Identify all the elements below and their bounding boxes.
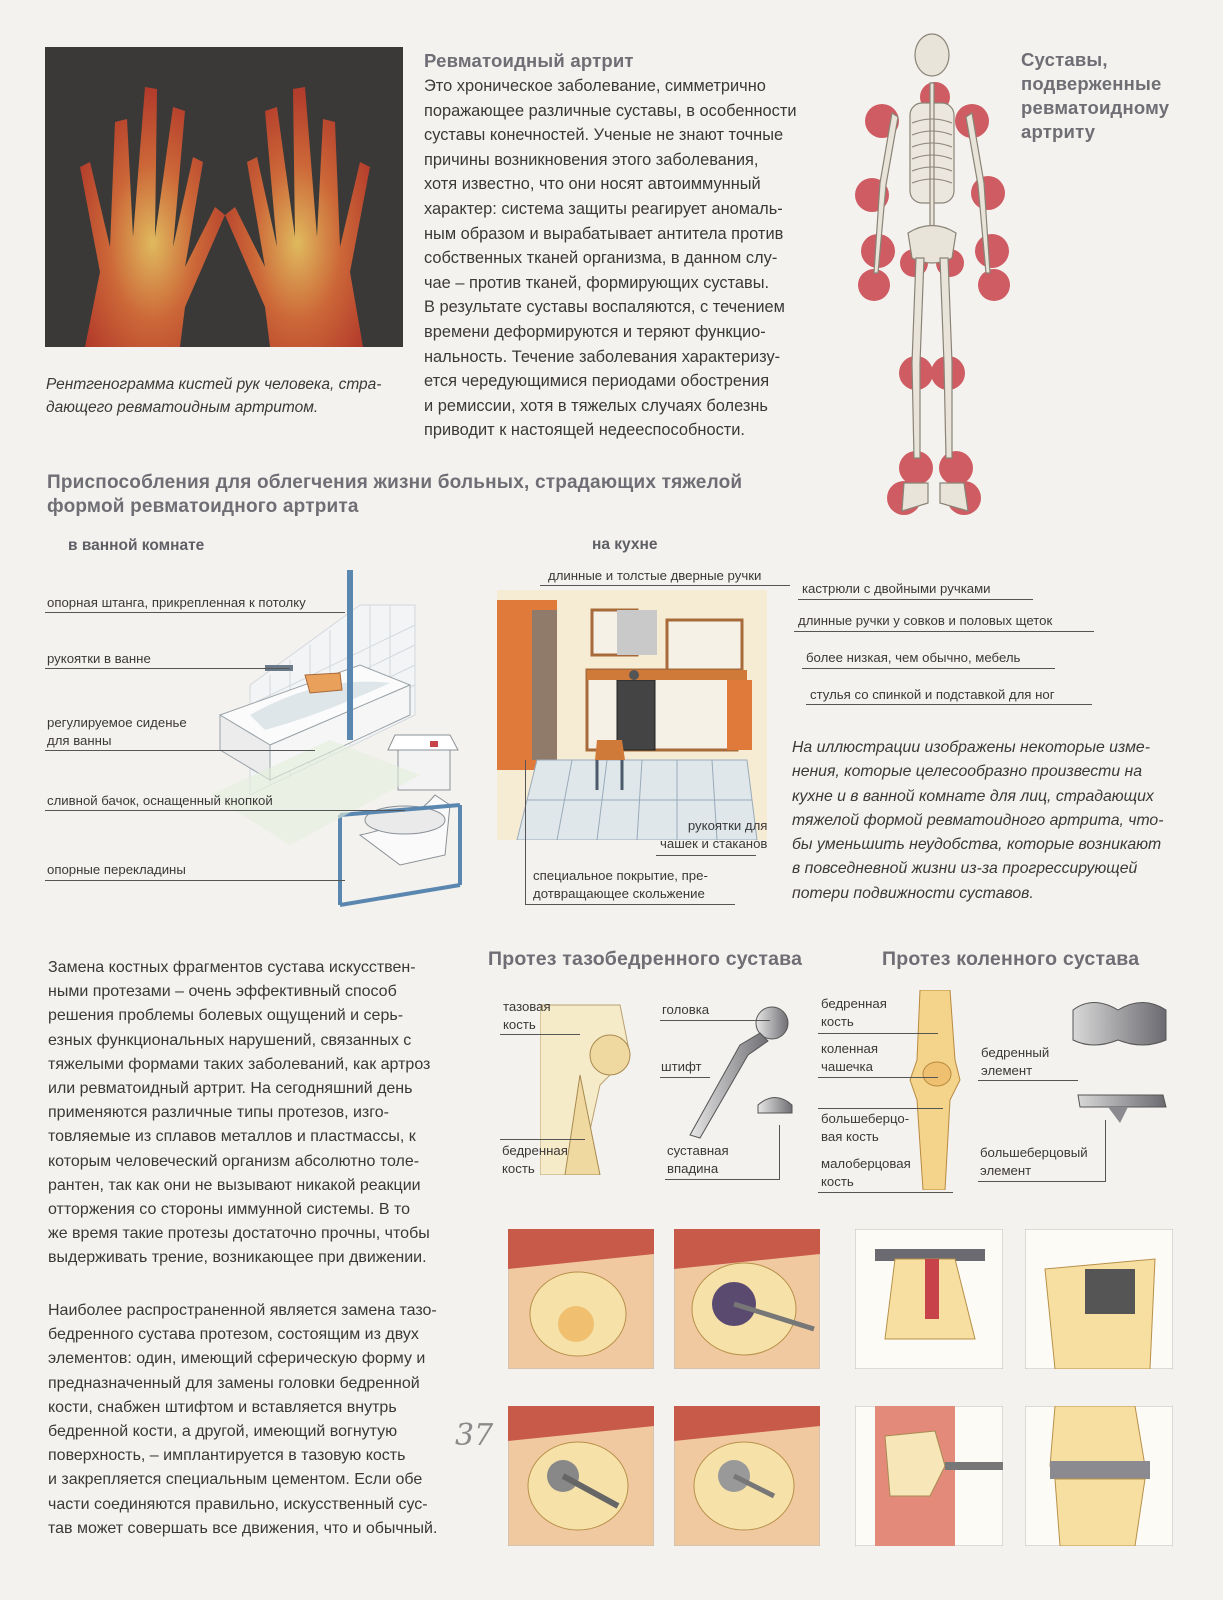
leader-line bbox=[500, 1034, 580, 1035]
leader-line bbox=[798, 599, 1033, 600]
prosthesis-para2: Наиболее распространенной является замена тазо- бедренного сустава протезом, состоящим из двух элементов: один, имеющий сферическую форму и предназначенный для замены головки бедренной кости, снабжен штифтом и вставляется внутрь бедренной кости, а другой, имеющий вогнутую поверхность, – имплантируется в тазовую кость и закрепляется специальным цементом. Если обе части соединяются правильно, искусственный сус- тав может совершать все движения, что и обычный. bbox=[48, 1302, 438, 1537]
surgery-panel-hip-1 bbox=[508, 1229, 654, 1369]
leader-line bbox=[818, 1192, 953, 1193]
leader-line bbox=[525, 760, 526, 905]
kitchen-illustration bbox=[497, 590, 767, 840]
knee-label-femur: бедренная кость bbox=[821, 996, 887, 1029]
surgery-panel-hip-3 bbox=[508, 1406, 654, 1546]
joint-marker bbox=[939, 451, 973, 485]
page-number-mark: 37 bbox=[455, 1418, 494, 1453]
leader-line bbox=[794, 631, 1094, 632]
knee-label-femoral-component: бедренный элемент bbox=[981, 1045, 1050, 1078]
surgery-panel-knee-3 bbox=[855, 1406, 1003, 1546]
skeleton-title: Суставы, подверженные ревматоидному артриту bbox=[1021, 49, 1170, 142]
leader-line bbox=[978, 1181, 1105, 1182]
leader-line bbox=[665, 1179, 780, 1180]
hip-label-stem: штифт bbox=[661, 1059, 702, 1074]
knee-label-tibia: большеберцо- вая кость bbox=[821, 1111, 910, 1144]
leader-line bbox=[660, 1077, 710, 1078]
leader-line bbox=[45, 668, 290, 669]
hip-title: Протез тазобедренного сустава bbox=[488, 948, 803, 970]
kitchen-label-door-handles: длинные и толстые дверные ручки bbox=[548, 568, 762, 583]
xray-image bbox=[45, 47, 403, 347]
devices-note: На иллюстрации изображены некоторые изме- нения, которые целесообразно произвести на кухне и в ванной комнате для лиц, страдающих тяжелой формой ревматоидного артрита, что- бы уменьшить неудобства, которые возникают в повседневной жизни из-за прогрессирующей потери подвижности суставов. bbox=[792, 739, 1164, 902]
leader-line bbox=[818, 1108, 943, 1109]
leader-line bbox=[45, 810, 405, 811]
leader-line bbox=[500, 1139, 585, 1140]
leader-line bbox=[45, 612, 345, 613]
knee-label-patella: коленная чашечка bbox=[821, 1041, 879, 1074]
leader-line bbox=[45, 750, 315, 751]
kitchen-label-pots: кастрюли с двойными ручками bbox=[802, 581, 991, 596]
bath-label-tub-handles: рукоятки в ванне bbox=[47, 651, 151, 666]
bath-label-seat: регулируемое сиденье для ванны bbox=[47, 715, 187, 748]
surgery-panel-knee-4 bbox=[1025, 1406, 1173, 1546]
joint-marker bbox=[971, 176, 1005, 210]
kitchen-label-cup-handles: рукоятки для чашек и стаканов bbox=[660, 818, 768, 851]
kitchen-title: на кухне bbox=[592, 536, 658, 553]
leader-line bbox=[660, 1020, 770, 1021]
joint-marker bbox=[975, 234, 1009, 268]
knee-implant bbox=[1068, 995, 1173, 1125]
surgery-panel-knee-2 bbox=[1025, 1229, 1173, 1369]
skeleton-illustration bbox=[852, 33, 1012, 519]
prosthesis-para1: Замена костных фрагментов сустава искусствен- ными протезами – очень эффективный способ решения проблемы болевых ощущений и серь- езных функциональных нарушений, связанных с тяжелыми формами таких заболеваний, как артроз или ревматоидный артрит. На сегодняшний день применяются различные типы протезов, изго- товляемые из сплавов металлов и пластмассы, к которым человеческий организм абсолютно толе- рантен, так как они не вызывают никакой реакции отторжения со стороны иммунной системы. В то же время такие протезы достаточно прочны, чтобы выдерживать трение, возникающее при движении. bbox=[48, 959, 431, 1267]
ra-title: Ревматоидный артрит bbox=[424, 50, 634, 71]
knee-label-tibial-component: большеберцовый элемент bbox=[980, 1145, 1088, 1178]
leader-line bbox=[818, 1033, 938, 1034]
ra-body: Это хроническое заболевание, симметрично поражающее различные суставы, в особенности суставы конечностей. Ученые не знают точные причины возникновения этого заболевания, хотя известно, что они носят автоиммунный характер: система защиты реагирует аномаль- ным образом и вырабатывает антитела против собственных тканей организма, в данном слу- чае – против тканей, формирующих суставы. В результате суставы воспаляются, с течением времени деформируются и теряют функцио- нальность. Течение заболевания характеризу- ется чередующимися периодами обострения и ремиссии, хотя в тяжелых случаях болезнь приводит к настоящей недееспособности. bbox=[424, 77, 797, 440]
hip-label-femur: бедренная кость bbox=[502, 1143, 568, 1176]
bathroom-illustration bbox=[210, 565, 480, 920]
surgery-panel-hip-2 bbox=[674, 1229, 820, 1369]
bath-label-ceiling-bar: опорная штанга, прикрепленная к потолку bbox=[47, 595, 306, 610]
xray-caption: Рентгенограмма кистей рук человека, стра- дающего ревматоидным артритом. bbox=[46, 376, 382, 416]
bathroom-title: в ванной комнате bbox=[68, 537, 205, 554]
leader-line bbox=[806, 704, 1092, 705]
bath-label-cistern: сливной бачок, оснащенный кнопкой bbox=[47, 793, 273, 808]
surgery-panel-knee-1 bbox=[855, 1229, 1003, 1369]
devices-title: Приспособления для облегчения жизни больных, страдающих тяжелой формой ревматоидного артрита bbox=[47, 472, 743, 517]
hip-label-socket: суставная впадина bbox=[667, 1143, 729, 1176]
leader-line bbox=[802, 668, 1055, 669]
leader-line bbox=[525, 904, 735, 905]
kitchen-label-floor: специальное покрытие, пре- дотвращающее скольжение bbox=[533, 868, 708, 901]
kitchen-label-chairs: стулья со спинкой и подставкой для ног bbox=[810, 687, 1055, 702]
joint-marker bbox=[858, 269, 890, 301]
leader-line bbox=[818, 1077, 938, 1078]
knee-label-fibula: малоберцовая кость bbox=[821, 1156, 911, 1189]
leader-line bbox=[978, 1080, 1078, 1081]
leader-line bbox=[779, 1125, 780, 1180]
surgery-panel-hip-4 bbox=[674, 1406, 820, 1546]
bath-label-bars: опорные перекладины bbox=[47, 862, 186, 877]
kitchen-label-long-handles: длинные ручки у совков и половых щеток bbox=[798, 613, 1053, 628]
leader-line bbox=[1105, 1120, 1106, 1182]
knee-title: Протез коленного сустава bbox=[882, 948, 1140, 970]
leader-line bbox=[656, 855, 756, 856]
joint-marker bbox=[978, 269, 1010, 301]
kitchen-label-furniture: более низкая, чем обычно, мебель bbox=[806, 650, 1021, 665]
hip-label-pelvis: тазовая кость bbox=[503, 999, 551, 1032]
leader-line bbox=[45, 880, 345, 881]
hip-label-head: головка bbox=[662, 1002, 710, 1017]
knee-anatomy bbox=[905, 990, 965, 1190]
leader-line bbox=[540, 585, 790, 586]
